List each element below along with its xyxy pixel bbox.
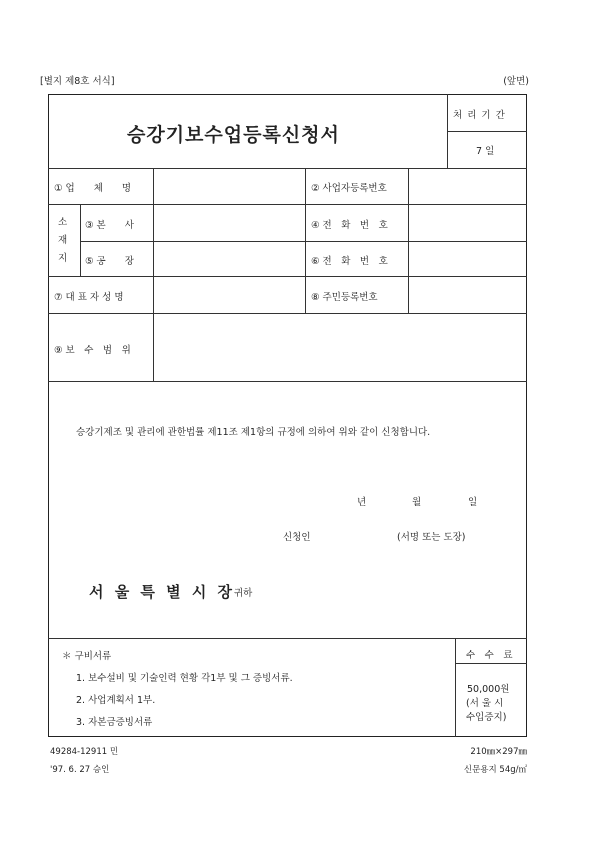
side-label: (앞면): [503, 76, 529, 87]
fee-label: 수 수 료: [466, 650, 513, 661]
fee-amount: 50,000원: [467, 684, 510, 695]
date-day: 일: [468, 497, 478, 508]
representative-name-label: ⑦ 대 표 자 성 명: [54, 292, 124, 303]
approval-date: '97. 6. 27 승인: [50, 765, 110, 775]
representative-name-field[interactable]: [154, 277, 304, 312]
business-name-field[interactable]: [154, 169, 304, 203]
phone-label-1: ④ 전 화 번 호: [311, 220, 388, 231]
business-reg-no-field[interactable]: [409, 169, 526, 203]
document-item-3: 3. 자본금증빙서류: [76, 717, 153, 728]
head-office-phone-field[interactable]: [409, 205, 526, 240]
signature-label: (서명 또는 도장): [397, 532, 466, 543]
maintenance-scope-field[interactable]: [154, 314, 526, 380]
factory-phone-field[interactable]: [409, 242, 526, 275]
documents-heading: ＊ 구비서류: [62, 651, 112, 662]
processing-period-label: 처 리 기 간: [453, 110, 506, 121]
document-item-1: 1. 보수설비 및 기술인력 현황 각1부 및 그 증빙서류.: [76, 673, 293, 684]
processing-period-value: 7 일: [476, 146, 495, 157]
date-month: 월: [412, 497, 422, 508]
application-statement: 승강기제조 및 관리에 관한법률 제11조 제1항의 규정에 의하여 위와 같이 신청합니다.: [76, 427, 431, 438]
location-label: 소 재 지: [58, 217, 68, 264]
form-title: 승강기보수업등록신청서: [127, 124, 340, 146]
resident-reg-no-field[interactable]: [409, 277, 526, 312]
form-label: [별지 제8호 서식]: [40, 76, 115, 87]
addressee: 서 울 특 별 시 장: [89, 583, 236, 601]
factory-field[interactable]: [154, 242, 304, 275]
applicant-label: 신청인: [283, 532, 311, 543]
fee-note-2: 수입증지): [466, 712, 507, 723]
maintenance-scope-label: ⑨ 보 수 범 위: [54, 345, 131, 356]
honorific: 귀하: [234, 588, 253, 599]
date-year: 년: [357, 497, 367, 508]
fee-note-1: (서 울 시: [466, 698, 504, 709]
factory-label: ⑤ 공 장: [85, 256, 134, 267]
form-code: 49284-12911 민: [50, 747, 119, 757]
head-office-field[interactable]: [154, 205, 304, 240]
paper-type: 신문용지 54g/㎡: [463, 765, 527, 775]
business-name-label: ① 업 체 명: [54, 183, 132, 194]
resident-reg-no-label: ⑧ 주민등록번호: [311, 292, 378, 303]
business-reg-no-label: ② 사업자등록번호: [311, 183, 387, 194]
document-item-2: 2. 사업계획서 1부.: [76, 695, 156, 706]
paper-size: 210㎜×297㎜: [470, 747, 527, 757]
head-office-label: ③ 본 사: [85, 220, 134, 231]
phone-label-2: ⑥ 전 화 번 호: [311, 256, 388, 267]
